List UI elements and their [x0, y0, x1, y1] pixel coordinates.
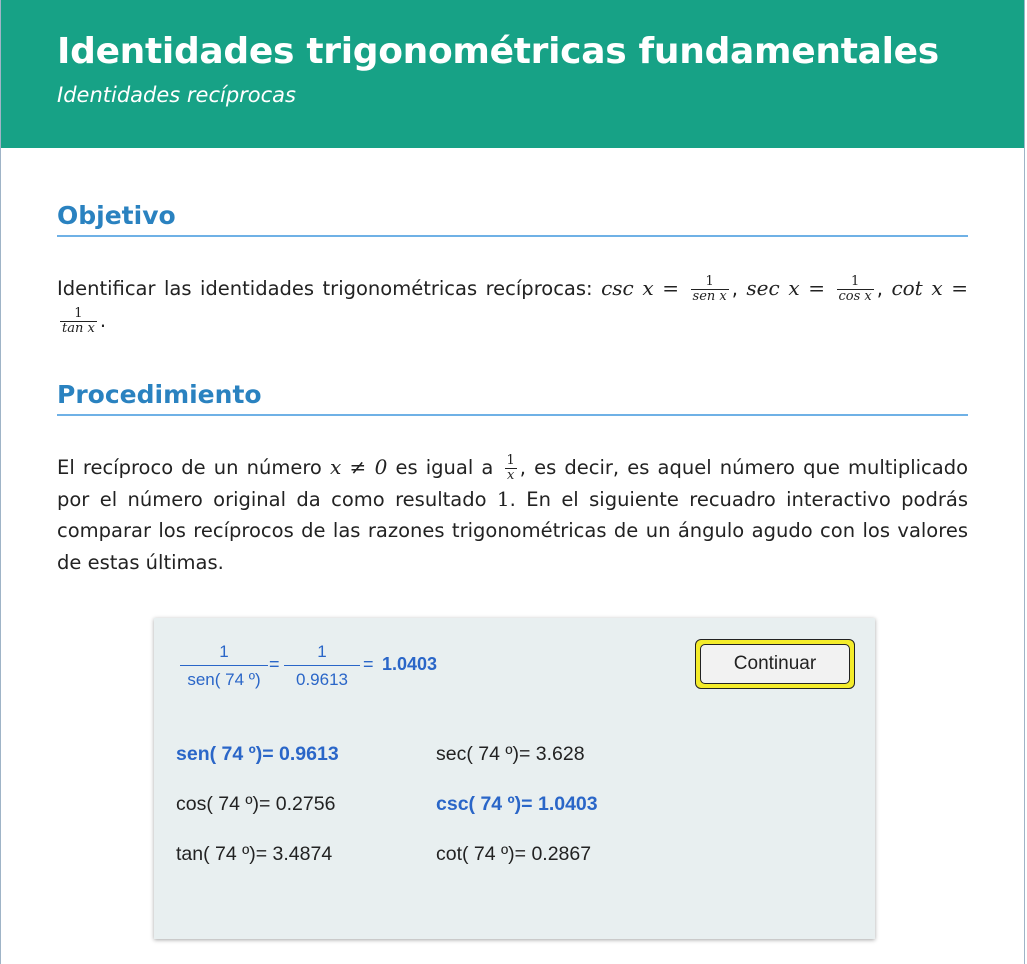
- sen-value: sen( 74 º)= 0.9613: [176, 743, 339, 765]
- reciprocal-sen-fraction: [180, 639, 268, 694]
- main-content: [1, 148, 1024, 578]
- procedure-paragraph: [57, 452, 968, 578]
- reciprocal-result: 1.0403: [382, 654, 438, 674]
- cot-fraction: [60, 307, 97, 336]
- reciprocal-fraction: [505, 454, 517, 483]
- csc-fraction: [691, 275, 729, 304]
- sec-fraction: [837, 275, 874, 304]
- sec-numerator: 1: [851, 274, 860, 289]
- cot-lhs: cot x =: [891, 276, 969, 300]
- tan-value: tan( 74 º)= 3.4874: [176, 843, 333, 865]
- csc-value: csc( 74 º)= 1.0403: [436, 793, 598, 815]
- interactive-panel: [154, 618, 875, 939]
- csc-lhs: csc x =: [601, 276, 680, 300]
- cot-denominator: tan x: [62, 320, 95, 336]
- continue-button[interactable]: Continuar: [700, 644, 850, 684]
- procedure-text-3: , es decir, es aquel número que multiplicado por el número original da como resultado: [57, 456, 969, 511]
- procedure-text-1: El recíproco de un número: [57, 456, 322, 479]
- procedure-text-2: es igual a: [395, 456, 494, 479]
- csc-numerator: 1: [705, 274, 714, 289]
- cot-value: cot( 74 º)= 0.2867: [436, 843, 592, 865]
- objective-text: Identificar las identidades trigonométricas recíprocas:: [57, 277, 593, 300]
- fraction2-numerator: 1: [317, 642, 327, 661]
- procedure-math-x: x ≠ 0: [329, 455, 388, 479]
- procedure-text-4: . En el siguiente recuadro interactivo podrás comparar los recíprocos de las razones trigonométricas de un ángulo agudo con los valores de estas últimas.: [57, 487, 968, 574]
- objective-paragraph: Identificar las identidades trigonométricas recíprocas: csc x = $\frac{1}{\text{sen x}}$ , sec x = $\frac{1}{\text{cos x}}$ , cot x = $\frac{1}{\text{tan x}}$ .: [57, 274, 969, 336]
- equals-sign-1: =: [269, 654, 280, 674]
- reciprocal-numerator: 1: [506, 453, 515, 468]
- fraction1-denominator: sen( 74 º): [180, 665, 268, 694]
- sec-value: sec( 74 º)= 3.628: [436, 743, 585, 765]
- sec-denominator: cos x: [838, 289, 872, 304]
- fraction2-denominator: 0.9613: [284, 665, 360, 694]
- cos-value: cos( 74 º)= 0.2756: [176, 793, 336, 815]
- cot-numerator: 1: [74, 305, 83, 321]
- procedure-math-one: 1: [496, 486, 510, 511]
- continue-button-highlight: [695, 639, 855, 689]
- page-subtitle: Identidades recíprocas: [57, 83, 296, 107]
- csc-denominator: sen x: [692, 289, 727, 304]
- objective-heading: Objetivo: [57, 201, 968, 237]
- page-title: Identidades trigonométricas fundamentales: [57, 31, 939, 72]
- fraction1-numerator: 1: [219, 642, 229, 661]
- header-banner: [1, 0, 1024, 148]
- reciprocal-value-fraction: [284, 639, 360, 694]
- sec-lhs: sec x =: [746, 276, 826, 300]
- reciprocal-denominator: x: [505, 468, 517, 483]
- equals-sign-2: =: [363, 654, 374, 674]
- procedure-heading: Procedimiento: [57, 380, 968, 416]
